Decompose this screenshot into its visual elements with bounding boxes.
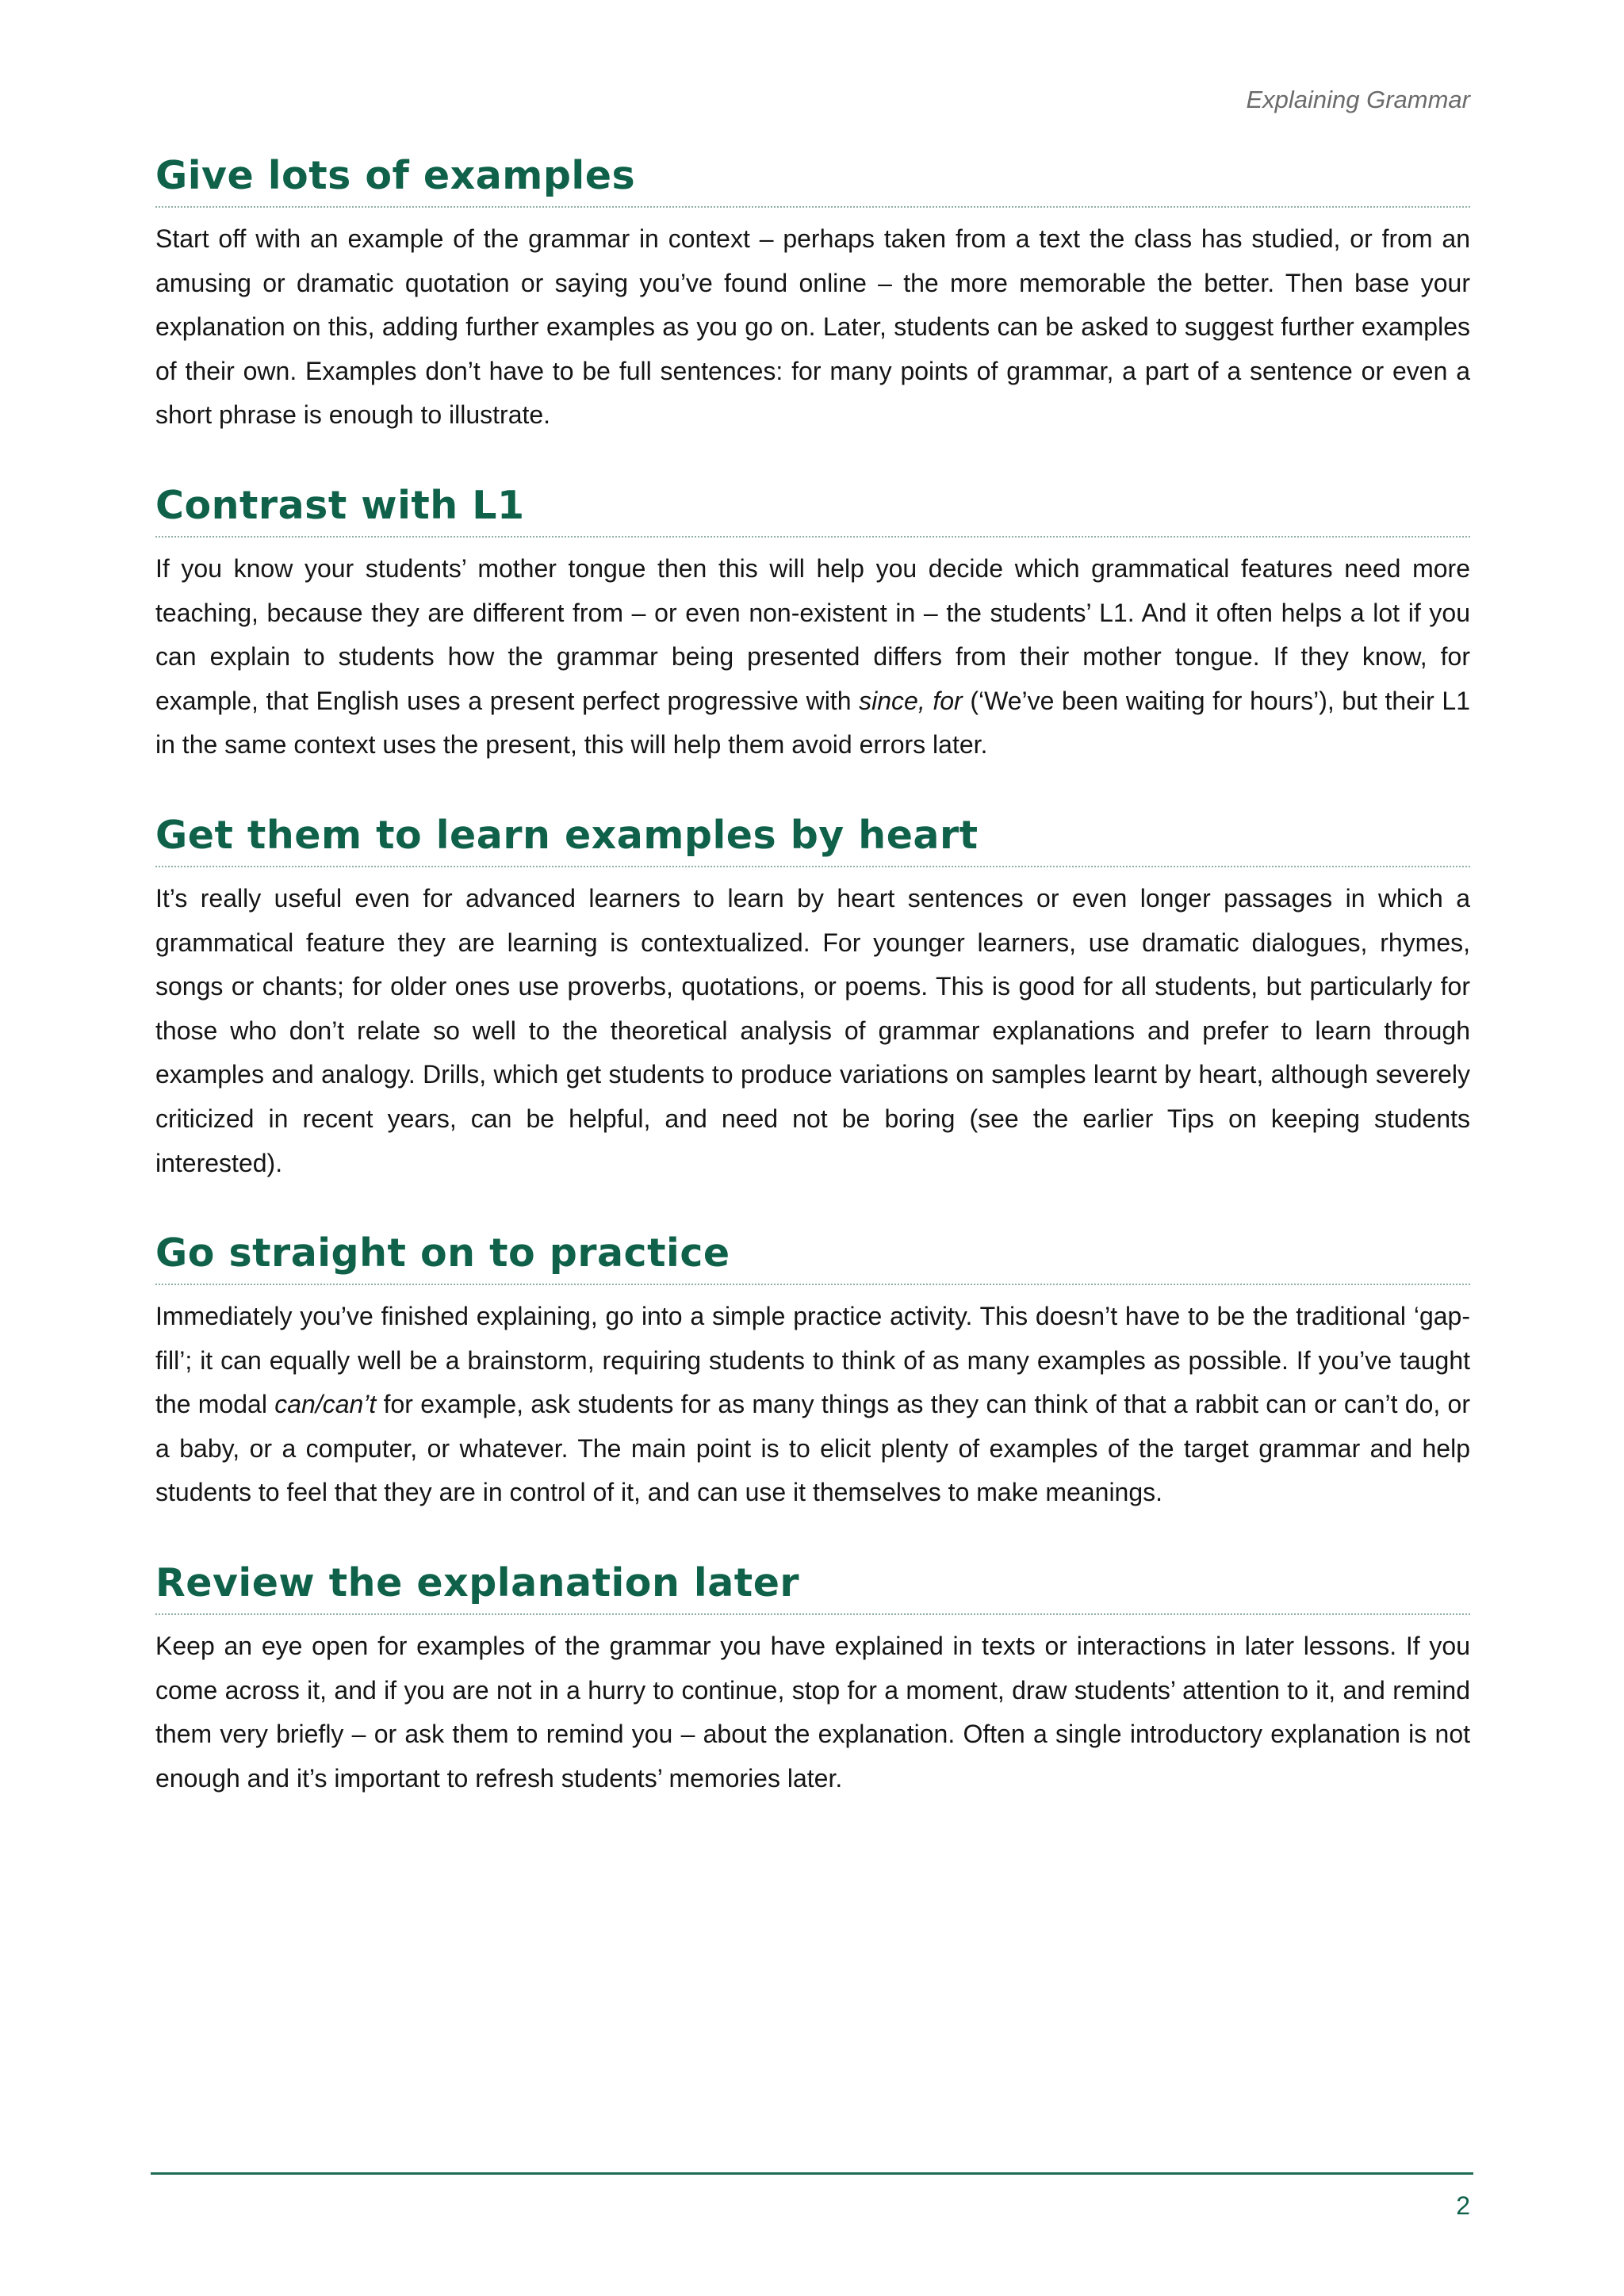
section-go-straight-to-practice [155, 1228, 1470, 1515]
paragraph-italic-text: can/can’t [274, 1390, 377, 1419]
paragraph-text: If you know your students’ mother tongue then this will help you decide which grammatical features need more teaching, because they are different from – or even non-existent in – the students’ L1. And it often helps a lot if you can explain to students how the grammar being presented differs from their mother tongue. If they know, for example, that English uses a present perfect progressive with [155, 553, 1470, 715]
page-number: 2 [1456, 2191, 1470, 2220]
section-paragraph [155, 547, 1470, 767]
section-heading: Review the explanation later [155, 1558, 1470, 1615]
footer-divider [151, 2172, 1473, 2175]
paragraph-text-end: for example, ask students for as many things as they can think of that a rabbit can or can’t do, or a baby, or a computer, or whatever. The main point is to elicit plenty of examples of the target grammar and help students to feel that they are in control of it, and can use it themselves to make meanings. [155, 1390, 1471, 1507]
section-heading: Contrast with L1 [155, 480, 1470, 538]
section-heading: Give lots of examples [155, 151, 1470, 208]
section-learn-by-heart [155, 810, 1470, 1185]
paragraph-text: Start off with an example of the grammar in context – perhaps taken from a text the class has studied, or from an amusing or dramatic quotation or saying you’ve found online – the more memorable the better. Then base your explanation on this, adding further examples as you go on. Later, students can be asked to suggest further examples of their own. Examples don’t have to be full sentences: for many points of grammar, a part of a sentence or even a short phrase is enough to illustrate. [155, 224, 1470, 430]
section-heading: Go straight on to practice [155, 1228, 1470, 1285]
section-paragraph [155, 877, 1470, 1185]
document-body [155, 151, 1470, 1843]
section-paragraph [155, 217, 1470, 438]
paragraph-text: Keep an eye open for examples of the grammar you have explained in texts or interactions in later lessons. If you come across it, and if you are not in a hurry to continue, stop for a moment, draw students’ attention to it, and remind them very briefly – or ask them to remind you – about the explanation. Often a single introductory explanation is not enough and it’s important to refresh students’ memories later. [155, 1632, 1470, 1793]
paragraph-text: It’s really useful even for advanced learners to learn by heart sentences or even longer passages in which a grammatical feature they are learning is contextualized. For younger learners, use dramatic dialogues, rhymes, songs or chants; for older ones use proverbs, quotations, or poems. This is good for all students, but particularly for those who don’t relate so well to the theoretical analysis of grammar explanations and prefer to learn through examples and analogy. Drills, which get students to produce variations on samples learnt by heart, although severely criticized in recent years, can be helpful, and need not be boring (see the earlier Tips on keeping students interested). [155, 883, 1470, 1177]
paragraph-text: Immediately you’ve finished explaining, go into a simple practice activity. This doesn’t have to be the traditional ‘gap-fill’; it can equally well be a brainstorm, requiring students to think of as many examples as possible. If you’ve taught the modal [155, 1302, 1470, 1419]
running-header: Explaining Grammar [1246, 86, 1470, 113]
paragraph-text-end: (‘We’ve been waiting for hours’), but their L1 in the same context uses the present, this will help them avoid errors later. [155, 686, 1471, 760]
section-paragraph [155, 1295, 1470, 1515]
section-review-explanation [155, 1558, 1470, 1800]
section-paragraph [155, 1624, 1470, 1800]
paragraph-italic-text: since, for [859, 686, 963, 715]
section-heading: Get them to learn examples by heart [155, 810, 1470, 867]
section-contrast-with-l1 [155, 480, 1470, 767]
section-give-lots-of-examples [155, 151, 1470, 438]
